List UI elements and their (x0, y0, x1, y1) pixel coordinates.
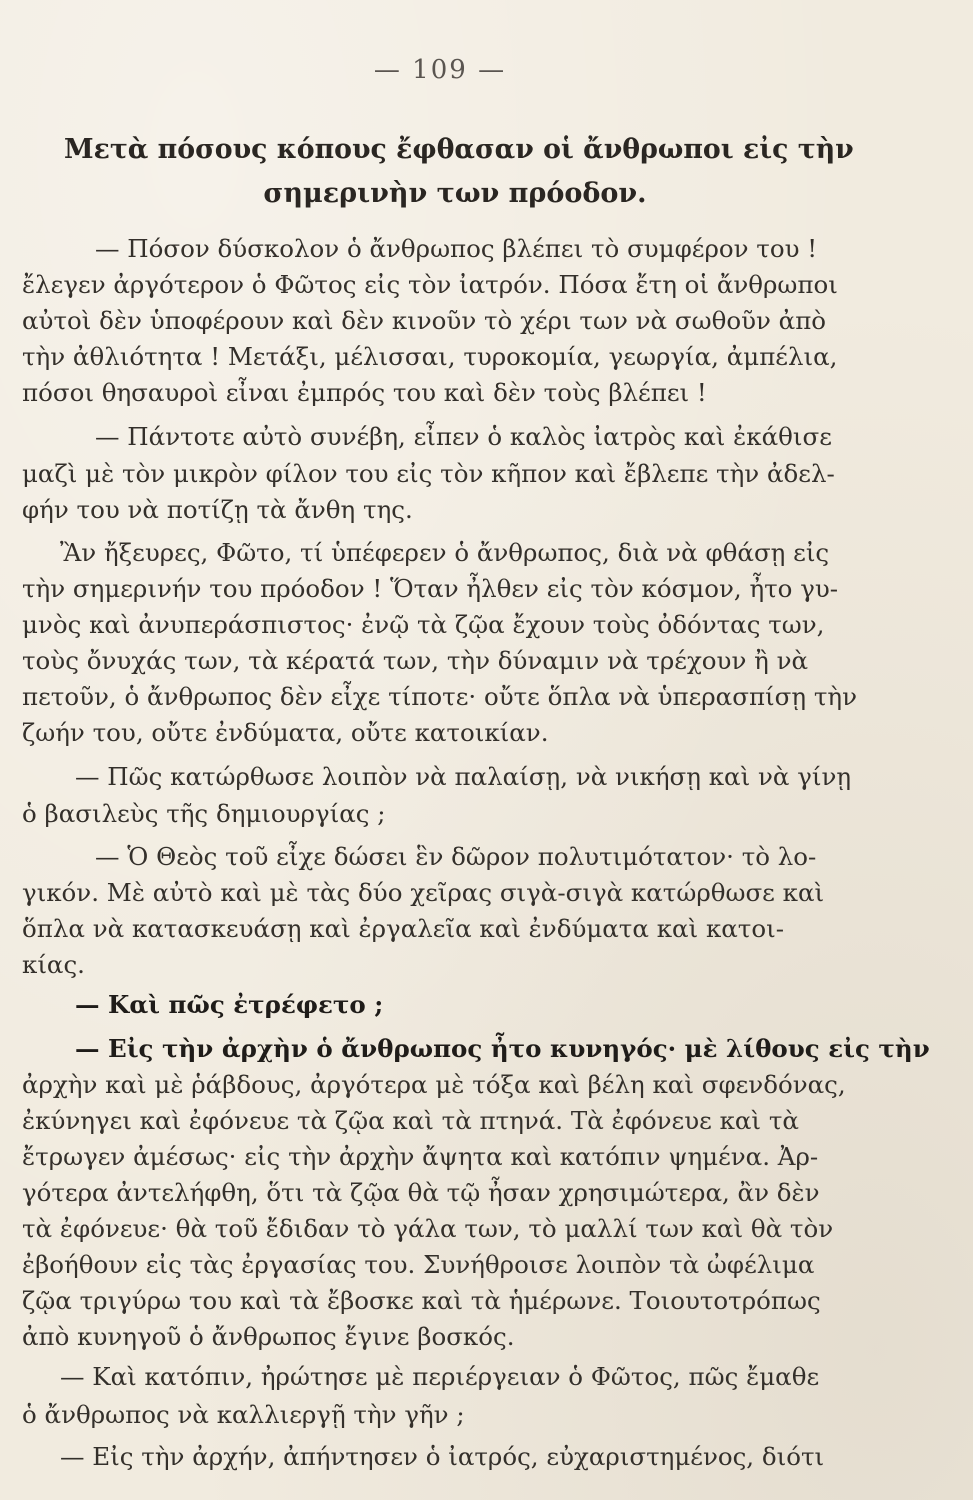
text-line: ἔτρωγεν ἀμέσως· εἰς τὴν ἀρχὴν ἄψητα καὶ κατόπιν ψημένα. Ἀρ- (22, 1142, 819, 1171)
text-line: ἀπὸ κυνηγοῦ ὁ ἄνθρωπος ἔγινε βοσκός. (22, 1322, 515, 1351)
text-line: — Εἰς τὴν ἀρχήν, ἀπήντησεν ὁ ἰατρός, εὐχαριστημένος, διότι (60, 1442, 825, 1471)
text-line: ἐκύνηγει καὶ ἐφόνευε τὰ ζῷα καὶ τὰ πτηνά. Τὰ ἐφόνευε καὶ τὰ (22, 1106, 799, 1135)
text-line: — Πῶς κατώρθωσε λοιπὸν νὰ παλαίσῃ, νὰ νικήσῃ καὶ νὰ γίνῃ (75, 762, 852, 791)
text-line: ἔλεγεν ἀργότερον ὁ Φῶτος εἰς τὸν ἰατρόν. Πόσα ἔτη οἱ ἄνθρωποι (22, 270, 838, 299)
text-line: ὁ βασιλεὺς τῆς δημιουργίας ; (22, 799, 386, 828)
text-line: γικόν. Μὲ αὐτὸ καὶ μὲ τὰς δύο χεῖρας σιγὰ-σιγὰ κατώρθωσε καὶ (22, 878, 825, 907)
text-line: τὴν ἀθλιότητα ! Μετάξι, μέλισσαι, τυροκομία, γεωργία, ἀμπέλια, (22, 342, 838, 371)
chapter-heading (60, 128, 854, 216)
text-line: — Καὶ κατόπιν, ἠρώτησε μὲ περιέργειαν ὁ Φῶτος, πῶς ἔμαθε (60, 1362, 820, 1391)
text-line: γότερα ἀντελήφθη, ὅτι τὰ ζῷα θὰ τῷ ἦσαν χρησιμώτερα, ἂν δὲν (22, 1178, 820, 1207)
text-line: ἀρχὴν καὶ μὲ ῥάβδους, ἀργότερα μὲ τόξα καὶ βέλη καὶ σφενδόνας, (22, 1070, 846, 1099)
text-line: ὅπλα νὰ κατασκευάσῃ καὶ ἐργαλεῖα καὶ ἐνδύματα καὶ κατοι- (22, 914, 784, 943)
text-line: πόσοι θησαυροὶ εἶναι ἐμπρός του καὶ δὲν τοὺς βλέπει ! (22, 378, 707, 407)
text-line: — Πάντοτε αὐτὸ συνέβη, εἶπεν ὁ καλὸς ἰατρὸς καὶ ἐκάθισε (95, 422, 832, 451)
text-line: — Καὶ πῶς ἐτρέφετο ; (75, 990, 384, 1019)
text-line: μνὸς καὶ ἀνυπεράσπιστος· ἐνῷ τὰ ζῷα ἔχουν τοὺς ὀδόντας των, (22, 610, 825, 639)
text-line: αὐτοὶ δὲν ὑποφέρουν καὶ δὲν κινοῦν τὸ χέρι των νὰ σωθοῦν ἀπὸ (22, 306, 827, 335)
text-line: τὴν σημερινήν του πρόοδον ! Ὅταν ἦλθεν εἰς τὸν κόσμον, ἦτο γυ- (22, 574, 839, 603)
text-line: τὰ ἐφόνευε· θὰ τοῦ ἔδιδαν τὸ γάλα των, τὸ μαλλί των καὶ θὰ τὸν (22, 1214, 834, 1243)
text-line: ἐβοήθουν εἰς τὰς ἐργασίας του. Συνήθροισε λοιπὸν τὰ ὠφέλιμα (22, 1250, 815, 1279)
chapter-heading-line-1: Μετὰ πόσους κόπους ἔφθασαν οἱ ἄνθρωποι εἰς τὴν (63, 134, 854, 165)
text-line: ζῷα τριγύρω του καὶ τὰ ἔβοσκε καὶ τὰ ἡμέρωνε. Τοιουτοτρόπως (22, 1286, 821, 1315)
page-number: — 109 — (373, 55, 507, 85)
text-line: φήν του νὰ ποτίζῃ τὰ ἄνθη της. (22, 495, 413, 524)
chapter-heading-line-2: σημερινὴν των πρόοδον. (263, 178, 647, 209)
text-line: — Πόσον δύσκολον ὁ ἄνθρωπος βλέπει τὸ συμφέρον του ! (95, 234, 818, 263)
text-line: — Εἰς τὴν ἀρχὴν ὁ ἄνθρωπος ἦτο κυνηγός· μὲ λίθους εἰς τὴν (75, 1034, 930, 1063)
text-line: Ἂν ἤξευρες, Φῶτο, τί ὑπέφερεν ὁ ἄνθρωπος, διὰ νὰ φθάσῃ εἰς (60, 538, 830, 567)
text-line: — Ὁ Θεὸς τοῦ εἶχε δώσει ἓν δῶρον πολυτιμότατον· τὸ λο- (95, 842, 817, 871)
text-line: πετοῦν, ὁ ἄνθρωπος δὲν εἶχε τίποτε· οὔτε ὅπλα νὰ ὑπερασπίσῃ τὴν (22, 682, 857, 711)
text-line: κίας. (22, 950, 85, 979)
text-line: μαζὶ μὲ τὸν μικρὸν φίλον του εἰς τὸν κῆπον καὶ ἔβλεπε τὴν ἀδελ- (22, 459, 835, 488)
text-line: τοὺς ὄνυχάς των, τὰ κέρατά των, τὴν δύναμιν νὰ τρέχουν ἢ νὰ (22, 646, 809, 675)
text-line: ζωήν του, οὔτε ἐνδύματα, οὔτε κατοικίαν. (22, 718, 549, 747)
text-line: ὁ ἄνθρωπος νὰ καλλιεργῇ τὴν γῆν ; (22, 1400, 465, 1429)
